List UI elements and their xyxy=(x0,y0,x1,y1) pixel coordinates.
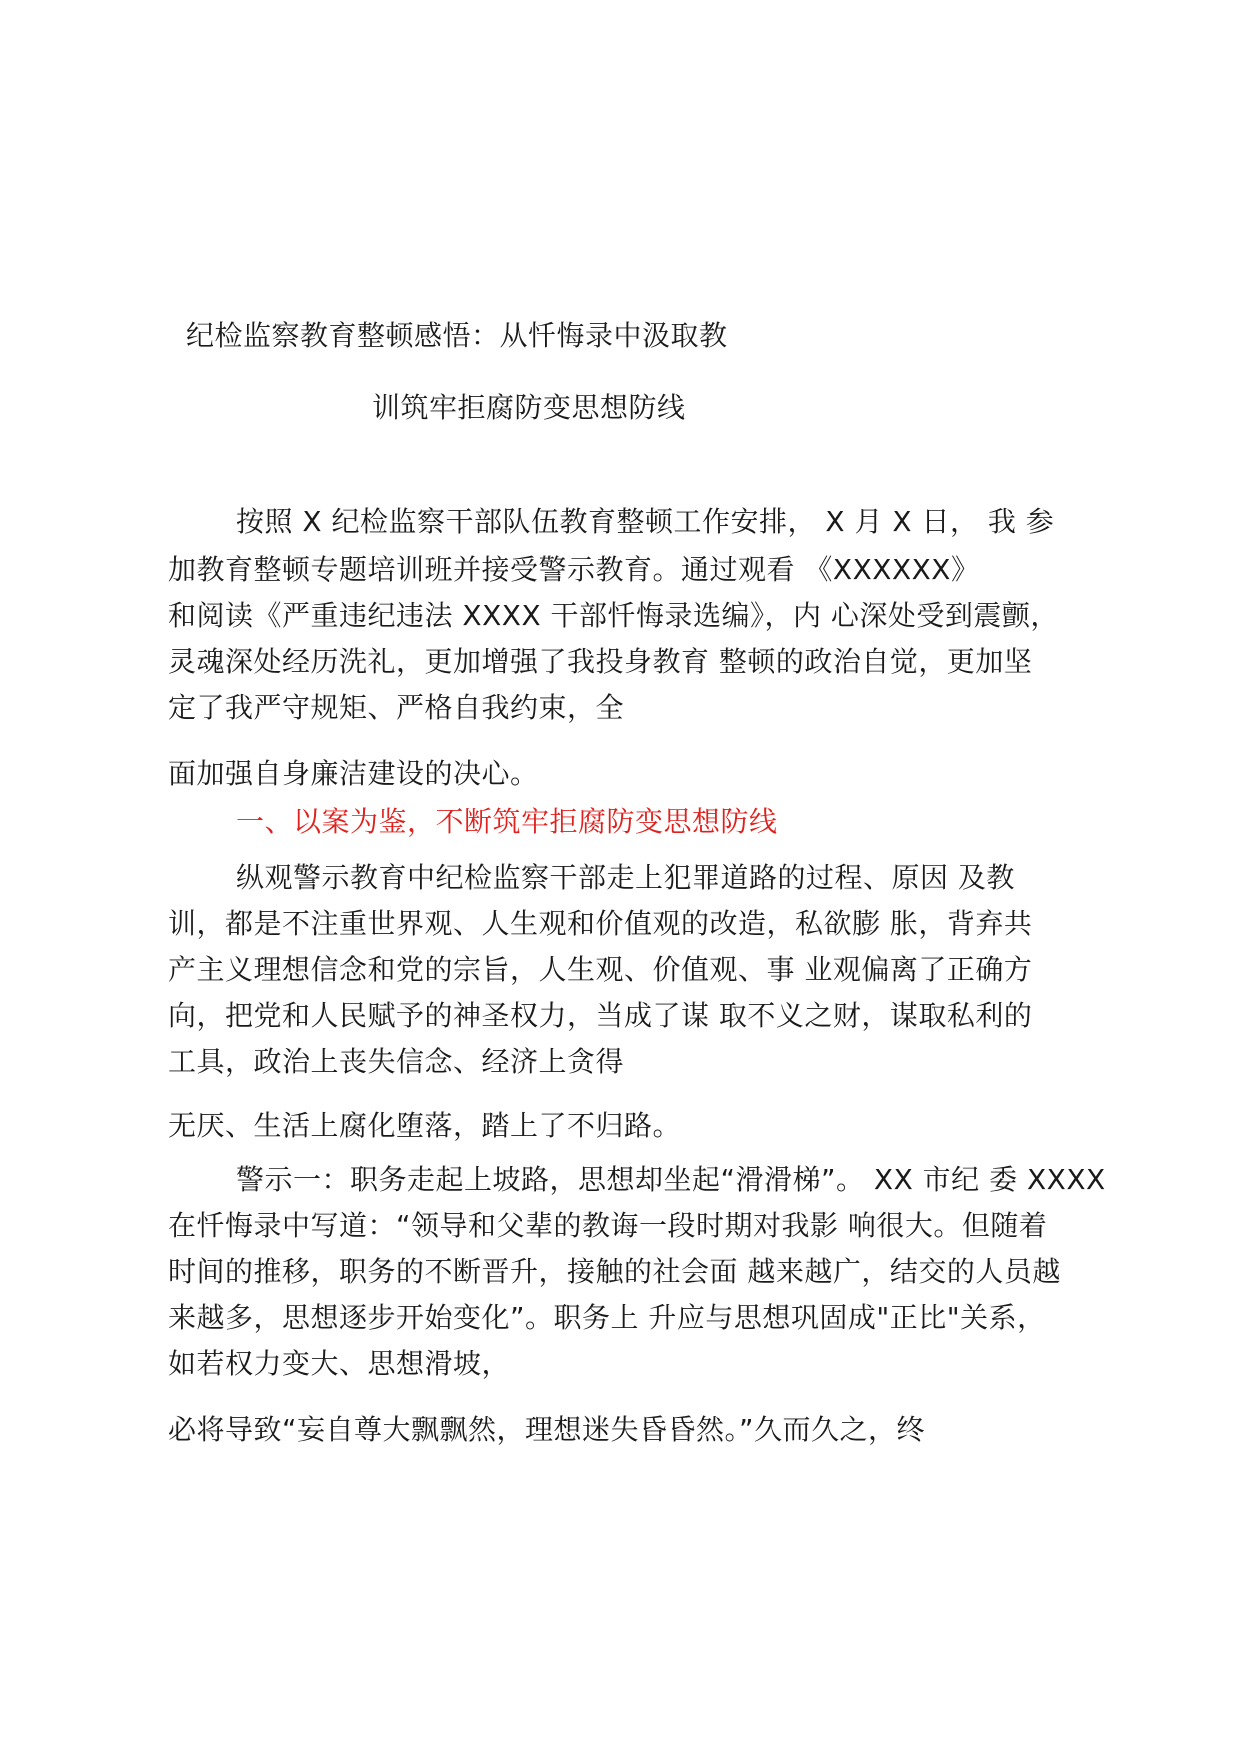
section1-line: 工具，政治上丧失信念、经济上贪得 xyxy=(168,1045,625,1078)
section1-line: 纵观警示教育中纪检监察干部走上犯罪道路的过程、原因 及教 xyxy=(236,861,1015,894)
section1-line: 产主义理想信念和党的宗旨，人生观、价值观、事 业观偏离了正确方 xyxy=(168,953,1033,986)
warning1-line: 来越多，思想逐步开始变化”。职务上 升应与思想巩固成"正比"关系， xyxy=(168,1301,1046,1334)
warning1-line: 时间的推移，职务的不断晋升，接触的社会面 越来越广，结交的人员越 xyxy=(168,1255,1061,1288)
section1-line: 向，把党和人民赋予的神圣权力，当成了谋 取不义之财，谋取私利的 xyxy=(168,999,1033,1032)
intro-line: 加教育整顿专题培训班并接受警示教育。通过观看 《XXXXXX》 xyxy=(168,553,980,586)
section1-line: 训，都是不注重世界观、人生观和价值观的改造，私欲膨 胀，背弃共 xyxy=(168,907,1033,940)
warning1-line: 必将导致“妄自尊大飘飘然，理想迷失昏昏然。”久而久之，终 xyxy=(168,1413,926,1446)
intro-line: 灵魂深处经历洗礼，更加增强了我投身教育 整顿的政治自觉，更加坚 xyxy=(168,645,1033,678)
warning1-line: 如若权力变大、思想滑坡， xyxy=(168,1347,511,1380)
document-title-line-2: 训筑牢拒腐防变思想防线 xyxy=(372,391,686,424)
intro-line: 定了我严守规矩、严格自我约束，全 xyxy=(168,691,625,724)
section-heading: 一、以案为鉴，不断筑牢拒腐防变思想防线 xyxy=(236,805,778,838)
intro-line: 按照 X 纪检监察干部队伍教育整顿工作安排， X 月 X 日， 我 参 xyxy=(236,505,1055,538)
document-title-line-1: 纪检监察教育整顿感悟：从忏悔录中汲取教 xyxy=(186,319,728,352)
intro-line: 和阅读《严重违纪违法 XXXX 干部忏悔录选编》，内 心深处受到震颤， xyxy=(168,599,1059,632)
section1-line: 无厌、生活上腐化堕落，踏上了不归路。 xyxy=(168,1109,682,1142)
intro-line: 面加强自身廉洁建设的决心。 xyxy=(168,757,539,790)
warning1-line: 警示一：职务走起上坡路，思想却坐起“滑滑梯”。 XX 市纪 委 XXXX xyxy=(236,1163,1106,1196)
warning1-line: 在忏悔录中写道：“领导和父辈的教诲一段时期对我影 响很大。但随着 xyxy=(168,1209,1048,1242)
